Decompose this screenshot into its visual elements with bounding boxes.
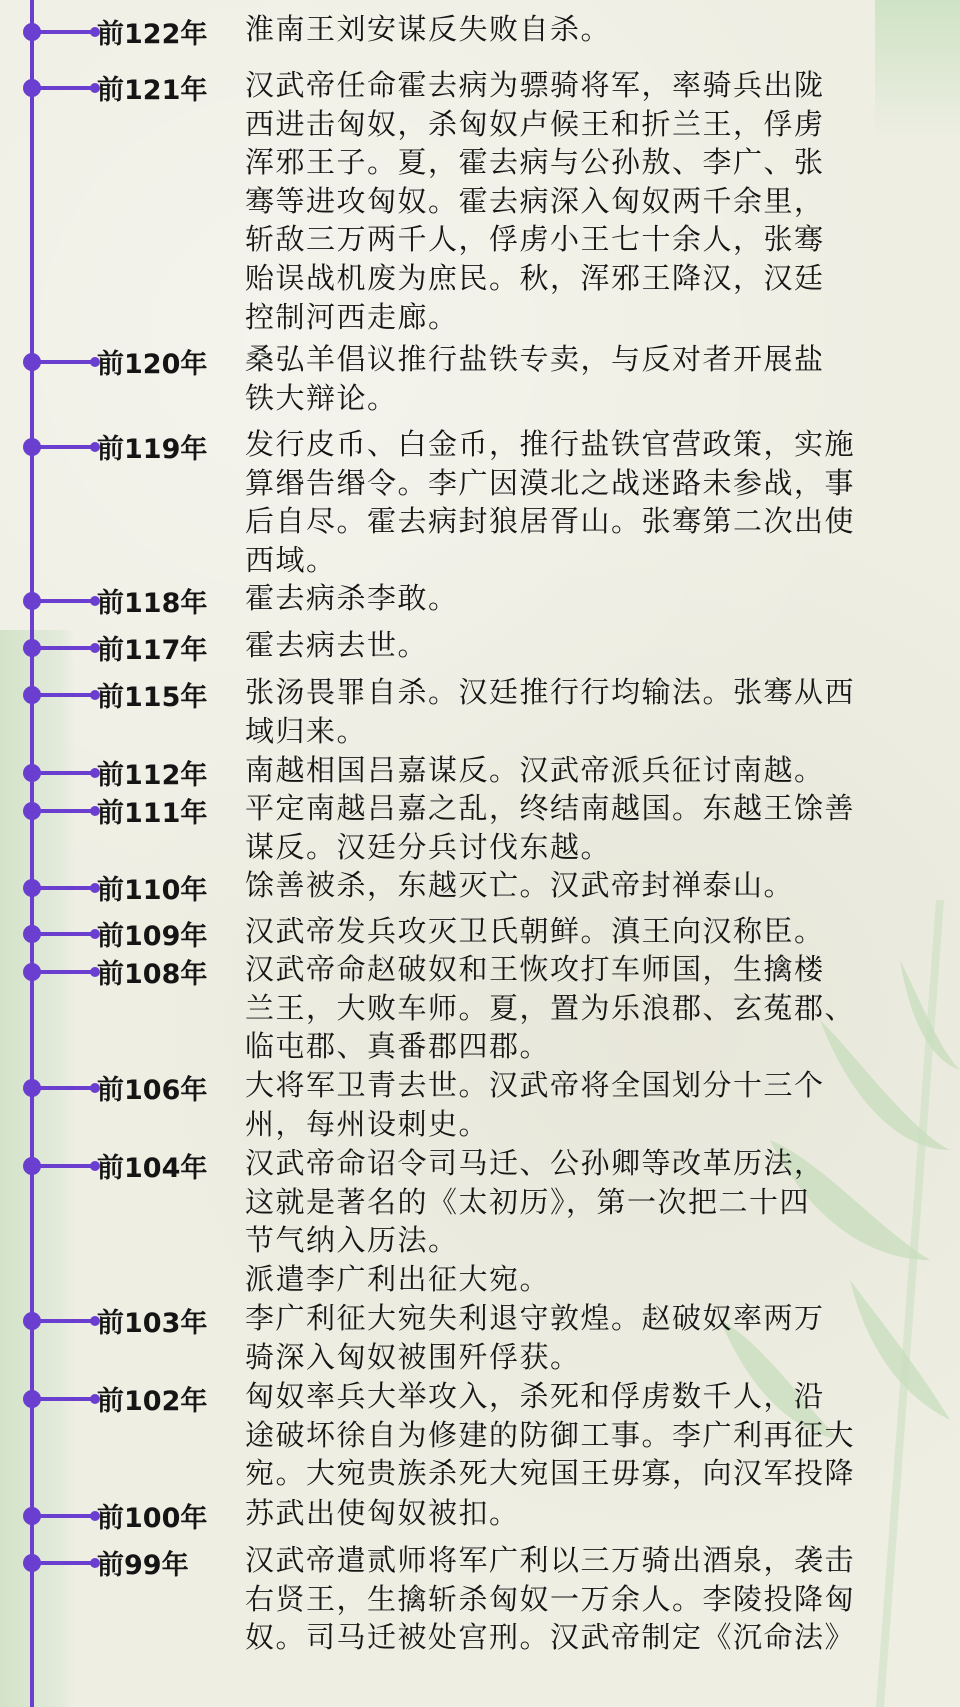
description-line: 汉武帝命赵破奴和王恢攻打车师国，生擒楼 [245, 952, 825, 986]
timeline-connector [38, 1514, 94, 1518]
timeline-entry [0, 1301, 960, 1374]
entry-description [245, 66, 945, 336]
timeline-connector [38, 1319, 94, 1323]
entry-year: 前99年 [97, 1550, 189, 1581]
timeline-connector [38, 932, 94, 936]
entry-description [245, 579, 945, 618]
description-line: 桑弘羊倡议推行盐铁专卖，与反对者开展盐 [245, 342, 825, 376]
entry-year: 前118年 [97, 588, 208, 619]
description-line: 域归来。 [245, 713, 368, 748]
entry-description [245, 1494, 945, 1533]
timeline-connector [38, 886, 94, 890]
timeline-connector [38, 1561, 94, 1565]
description-line: 南越相国吕嘉谋反。汉武帝派兵征讨南越。 [245, 753, 825, 787]
timeline-connector [38, 86, 94, 90]
description-line: 平定南越吕嘉之乱，终结南越国。东越王馀善 [245, 791, 856, 825]
entry-year: 前121年 [97, 75, 208, 106]
timeline-entry [0, 628, 960, 666]
entry-year: 前102年 [97, 1386, 208, 1417]
entry-description [245, 1541, 945, 1657]
timeline-entry [0, 675, 960, 748]
timeline-line [30, 0, 34, 1707]
description-line: 贻误战机废为庶民。秋，浑邪王降汉，汉廷 [245, 260, 825, 295]
description-line: 控制河西走廊。 [245, 299, 459, 334]
timeline-connector [38, 771, 94, 775]
description-line: 后自尽。霍去病封狼居胥山。张骞第二次出使 [245, 504, 856, 539]
timeline-entry [0, 12, 960, 50]
entry-description [245, 866, 945, 905]
description-line: 算缗告缗令。李广因漠北之战迷路未参战，事 [245, 465, 856, 500]
entry-year: 前119年 [97, 434, 208, 465]
entry-year: 前112年 [97, 760, 208, 791]
timeline-connector [38, 599, 94, 603]
description-line: 派遣李广利出征大宛。 [245, 1261, 551, 1296]
description-line: 右贤王，生擒斩杀匈奴一万余人。李陵投降匈 [245, 1581, 856, 1616]
timeline-connector [38, 809, 94, 813]
entry-year: 前106年 [97, 1075, 208, 1106]
description-line: 大将军卫青去世。汉武帝将全国划分十三个 [245, 1068, 825, 1102]
description-line: 途破坏徐自为修建的防御工事。李广利再征大 [245, 1417, 856, 1452]
timeline-entry [0, 1146, 960, 1296]
timeline-entry [0, 581, 960, 619]
description-line: 州，每州设刺史。 [245, 1106, 490, 1141]
entry-year: 前100年 [97, 1503, 208, 1534]
entry-description [245, 1066, 945, 1143]
entry-description [245, 1144, 945, 1298]
description-line: 苏武出使匈奴被扣。 [245, 1496, 520, 1530]
timeline-entry [0, 1379, 960, 1491]
description-line: 铁大辩论。 [245, 380, 398, 415]
description-line: 兰王，大败车师。夏，置为乐浪郡、玄菟郡、 [245, 990, 856, 1025]
description-line: 汉武帝遣贰师将军广利以三万骑出酒泉，袭击 [245, 1543, 856, 1577]
description-line: 张汤畏罪自杀。汉廷推行行均输法。张骞从西 [245, 675, 856, 709]
timeline-connector [38, 360, 94, 364]
description-line: 奴。司马迁被处宫刑。汉武帝制定《沉命法》 [245, 1620, 856, 1655]
entry-year: 前110年 [97, 875, 208, 906]
timeline-entry [0, 753, 960, 791]
timeline-entry [0, 868, 960, 906]
description-line: 这就是著名的《太初历》，第一次把二十四 [245, 1184, 811, 1219]
description-line: 西进击匈奴，杀匈奴卢候王和折兰王，俘虏 [245, 106, 825, 141]
entry-year: 前117年 [97, 635, 208, 666]
timeline-connector [38, 1086, 94, 1090]
entry-year: 前120年 [97, 349, 208, 380]
description-line: 谋反。汉廷分兵讨伐东越。 [245, 829, 612, 864]
description-line: 霍去病杀李敢。 [245, 581, 459, 615]
entry-year: 前108年 [97, 959, 208, 990]
description-line: 匈奴率兵大举攻入，杀死和俘虏数千人，沿 [245, 1379, 825, 1413]
timeline-connector [38, 970, 94, 974]
description-line: 馀善被杀，东越灭亡。汉武帝封禅泰山。 [245, 868, 795, 902]
description-line: 汉武帝发兵攻灭卫氏朝鲜。滇王向汉称臣。 [245, 914, 825, 948]
description-line: 发行皮币、白金币，推行盐铁官营政策，实施 [245, 427, 856, 461]
entry-description [245, 1299, 945, 1376]
entry-description [245, 751, 945, 790]
description-line: 淮南王刘安谋反失败自杀。 [245, 12, 612, 46]
entry-description [245, 340, 945, 417]
timeline-entry [0, 914, 960, 952]
entry-year: 前111年 [97, 798, 208, 829]
timeline-entry [0, 1496, 960, 1534]
entry-year: 前122年 [97, 19, 208, 50]
description-line: 临屯郡、真番郡四郡。 [245, 1029, 551, 1064]
timeline-entry [0, 1068, 960, 1141]
timeline-connector [38, 646, 94, 650]
description-line: 节气纳入历法。 [245, 1223, 459, 1258]
timeline-entry [0, 952, 960, 1064]
entry-description [245, 1377, 945, 1493]
description-line: 骞等进攻匈奴。霍去病深入匈奴两千余里， [245, 183, 825, 218]
entry-year: 前103年 [97, 1308, 208, 1339]
description-line: 宛。大宛贵族杀死大宛国王毋寡，向汉军投降 [245, 1456, 856, 1491]
entry-description [245, 912, 945, 951]
entry-description [245, 950, 945, 1066]
entry-description [245, 425, 945, 579]
entry-year: 前104年 [97, 1153, 208, 1184]
description-line: 浑邪王子。夏，霍去病与公孙敖、李广、张 [245, 145, 825, 180]
entry-year: 前115年 [97, 682, 208, 713]
timeline-entry [0, 1543, 960, 1655]
entry-year: 前109年 [97, 921, 208, 952]
entry-description [245, 789, 945, 866]
description-line: 汉武帝任命霍去病为骠骑将军，率骑兵出陇 [245, 68, 825, 102]
entry-description [245, 626, 945, 665]
timeline-connector [38, 693, 94, 697]
description-line: 汉武帝命诏令司马迁、公孙卿等改革历法， [245, 1146, 825, 1180]
entry-description [245, 10, 945, 49]
timeline-entry [0, 342, 960, 415]
timeline-entry [0, 68, 960, 334]
timeline-entry [0, 791, 960, 864]
timeline-entry [0, 427, 960, 577]
description-line: 斩敌三万两千人，俘虏小王七十余人，张骞 [245, 222, 825, 257]
timeline-connector [38, 1164, 94, 1168]
timeline-connector [38, 445, 94, 449]
description-line: 李广利征大宛失利退守敦煌。赵破奴率两万 [245, 1301, 825, 1335]
timeline-connector [38, 1397, 94, 1401]
description-line: 骑深入匈奴被围歼俘获。 [245, 1339, 581, 1374]
timeline-connector [38, 30, 94, 34]
description-line: 西域。 [245, 542, 337, 577]
description-line: 霍去病去世。 [245, 628, 429, 662]
entry-description [245, 673, 945, 750]
